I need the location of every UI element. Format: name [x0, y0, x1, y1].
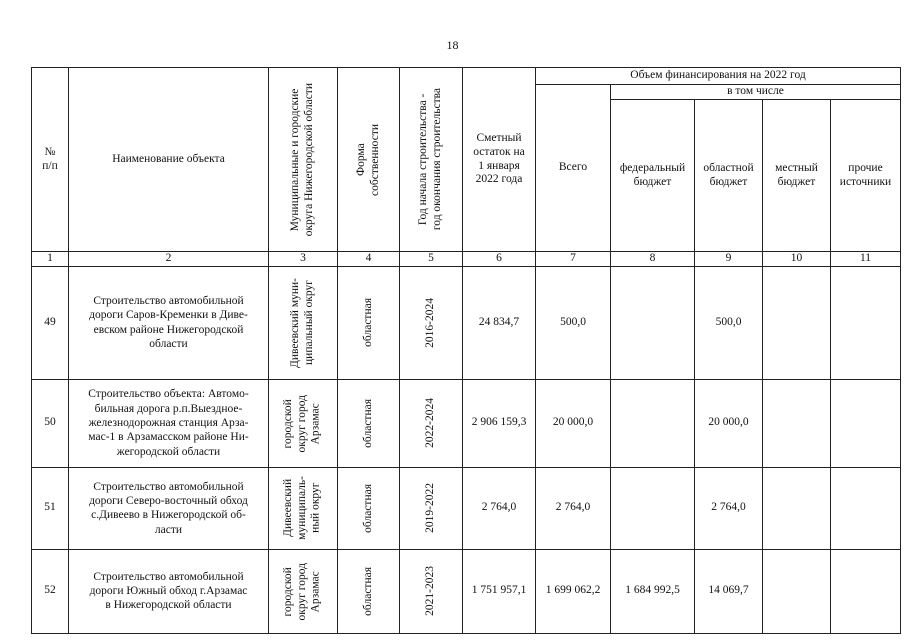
header-other: прочие источники — [831, 100, 901, 252]
ownership-text: областная — [361, 566, 374, 616]
district-text: городской округ город Арзамас — [282, 394, 322, 453]
column-index: 3 — [269, 252, 338, 267]
years-cell — [400, 266, 463, 379]
header-row-1 — [32, 68, 901, 85]
regional-cell: 14 069,7 — [695, 549, 763, 633]
total-cell: 2 764,0 — [536, 467, 611, 549]
column-index: 2 — [69, 252, 269, 267]
header-regional: областной бюджет — [695, 100, 763, 252]
header-ownership-text: Форма собственности — [354, 123, 381, 196]
column-index: 11 — [831, 252, 901, 267]
table-row — [32, 467, 901, 549]
years-text: 2019-2022 — [424, 483, 437, 534]
table-row — [32, 549, 901, 633]
header-funding-group: Объем финансирования на 2022 год — [536, 68, 901, 85]
years-text: 2022-2024 — [424, 398, 437, 449]
header-including-group: в том числе — [611, 85, 901, 100]
district-text: городской округ город Арзамас — [282, 562, 322, 621]
regional-cell: 500,0 — [695, 266, 763, 379]
column-index-row — [32, 252, 901, 267]
page-number: 18 — [446, 38, 459, 52]
column-index: 10 — [763, 252, 831, 267]
local-cell — [763, 266, 831, 379]
federal-cell — [611, 379, 695, 467]
years-cell — [400, 549, 463, 633]
object-name: Строительство автомобильной дороги Саров-Кременки в Диве- евском районе Нижегородской области — [69, 266, 269, 379]
balance-cell: 24 834,7 — [463, 266, 536, 379]
district-cell — [269, 266, 338, 379]
ownership-cell — [338, 549, 400, 633]
ownership-text: областная — [361, 298, 374, 348]
column-index: 4 — [338, 252, 400, 267]
header-balance: Сметный остаток на 1 января 2022 года — [463, 68, 536, 252]
row-number: 50 — [32, 379, 69, 467]
ownership-cell — [338, 467, 400, 549]
federal-cell: 1 684 992,5 — [611, 549, 695, 633]
years-text: 2016-2024 — [424, 297, 437, 348]
balance-cell: 1 751 957,1 — [463, 549, 536, 633]
object-name: Строительство объекта: Автомо- бильная дорога р.п.Выездное- железнодорожная станция Арза- мас-1 в Арзамасском районе Ни- жегородской области — [69, 379, 269, 467]
total-cell: 20 000,0 — [536, 379, 611, 467]
years-text: 2021-2023 — [424, 566, 437, 617]
row-number: 52 — [32, 549, 69, 633]
column-index: 9 — [695, 252, 763, 267]
other-cell — [831, 379, 901, 467]
regional-cell: 20 000,0 — [695, 379, 763, 467]
header-district-text: Муниципальные и городские округа Нижегородской области — [289, 82, 315, 237]
header-federal: федеральный бюджет — [611, 100, 695, 252]
ownership-cell — [338, 266, 400, 379]
other-cell — [831, 467, 901, 549]
header-ownership — [338, 68, 400, 252]
ownership-text: областная — [361, 398, 374, 448]
years-cell — [400, 467, 463, 549]
total-cell: 500,0 — [536, 266, 611, 379]
header-years-text: Год начала строительства - год окончания строительства — [417, 88, 443, 231]
header-total: Всего — [536, 85, 611, 252]
balance-cell: 2 764,0 — [463, 467, 536, 549]
local-cell — [763, 467, 831, 549]
regional-cell: 2 764,0 — [695, 467, 763, 549]
district-text: Дивеевский муни- ципальный округ — [289, 277, 315, 368]
years-cell — [400, 379, 463, 467]
other-cell — [831, 266, 901, 379]
district-cell — [269, 549, 338, 633]
column-index: 7 — [536, 252, 611, 267]
federal-cell — [611, 467, 695, 549]
table-row — [32, 266, 901, 379]
header-object-name: Наименование объекта — [69, 68, 269, 252]
object-name: Строительство автомобильной дороги Южный обход г.Арзамас в Нижегородской области — [69, 549, 269, 633]
ownership-cell — [338, 379, 400, 467]
column-index: 6 — [463, 252, 536, 267]
local-cell — [763, 379, 831, 467]
column-index: 1 — [32, 252, 69, 267]
header-district — [269, 68, 338, 252]
header-row-number: № п/п — [32, 68, 69, 252]
object-name: Строительство автомобильной дороги Северо-восточный обход с.Дивеево в Нижегородской об- ласти — [69, 467, 269, 549]
ownership-text: областная — [361, 483, 374, 533]
row-number: 49 — [32, 266, 69, 379]
district-cell — [269, 379, 338, 467]
local-cell — [763, 549, 831, 633]
table-row — [32, 379, 901, 467]
header-local: местный бюджет — [763, 100, 831, 252]
federal-cell — [611, 266, 695, 379]
row-number: 51 — [32, 467, 69, 549]
district-cell — [269, 467, 338, 549]
balance-cell: 2 906 159,3 — [463, 379, 536, 467]
column-index: 8 — [611, 252, 695, 267]
header-years — [400, 68, 463, 252]
financing-table — [31, 67, 901, 634]
other-cell — [831, 549, 901, 633]
column-index: 5 — [400, 252, 463, 267]
district-text: Дивеевский муниципаль- ный округ — [282, 476, 322, 541]
total-cell: 1 699 062,2 — [536, 549, 611, 633]
